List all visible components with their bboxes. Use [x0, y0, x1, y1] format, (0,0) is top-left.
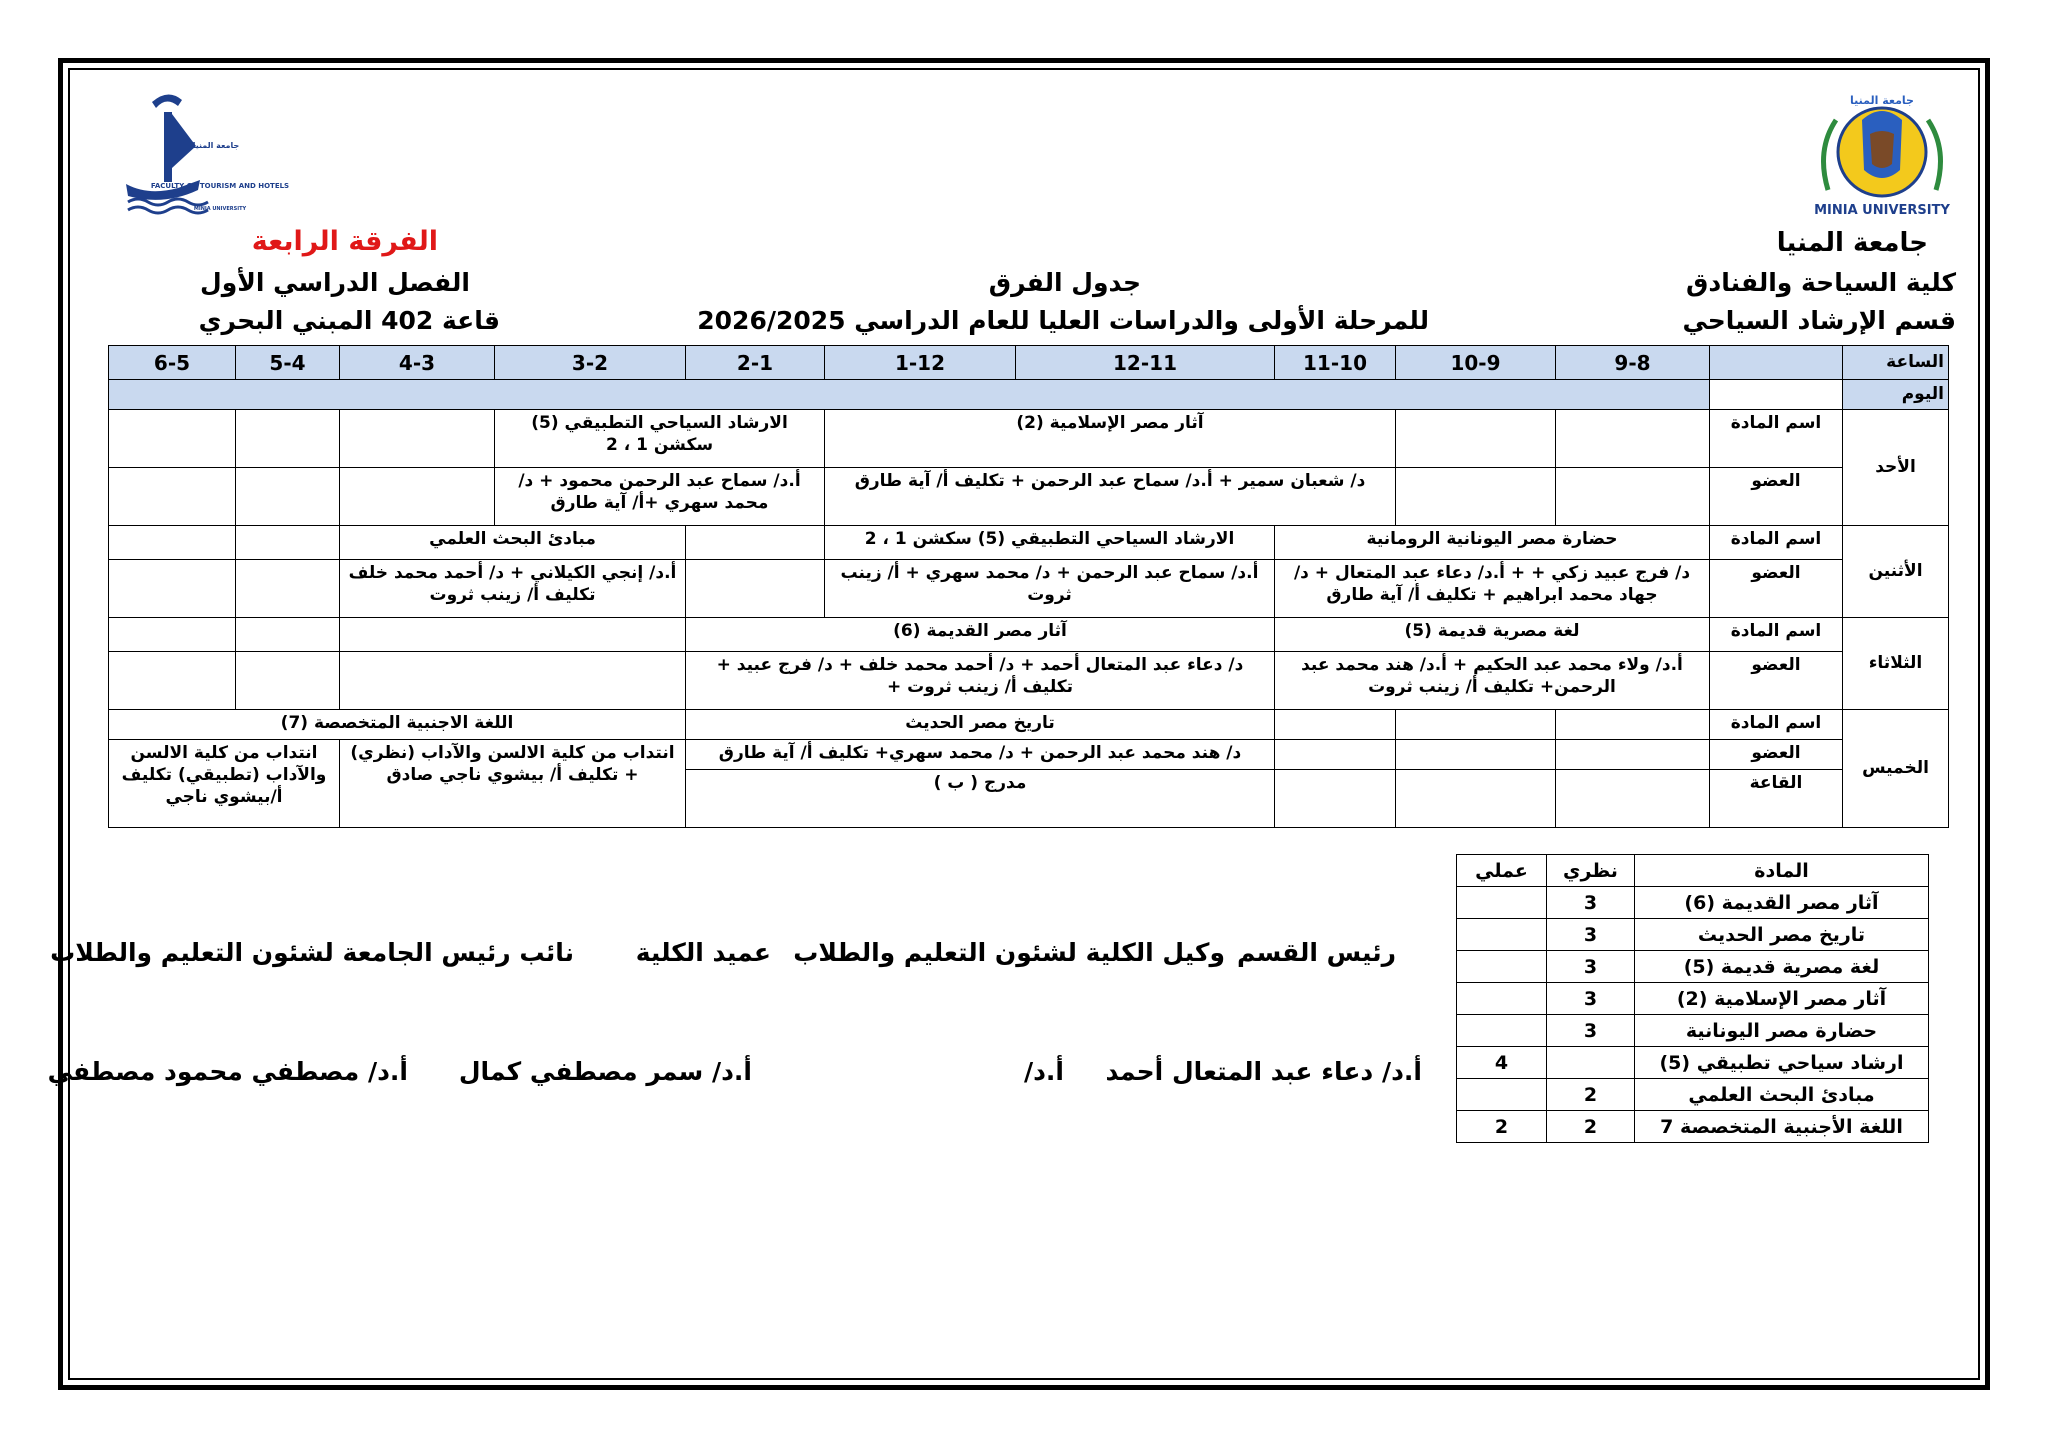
credit-hours-table [1456, 854, 1929, 1143]
hour-label: الساعة [1843, 346, 1949, 380]
hours-subject: آثار مصر الإسلامية (2) [1635, 983, 1929, 1015]
faculty-logo [108, 84, 290, 216]
empty-cell [686, 560, 825, 618]
member-label: العضو [1710, 560, 1843, 618]
hours-subject: آثار مصر القديمة (6) [1635, 887, 1929, 919]
slot-header: 11-10 [1275, 346, 1396, 380]
hours-header-subject: المادة [1635, 855, 1929, 887]
hours-theory: 2 [1547, 1079, 1635, 1111]
hours-practical [1457, 951, 1547, 983]
level-title: الفرقة الرابعة [251, 226, 438, 257]
faculty-name: كلية السياحة والفنادق [1686, 268, 1956, 297]
slot-header: 12-11 [1016, 346, 1275, 380]
empty-cell [236, 410, 340, 468]
empty-cell [109, 410, 236, 468]
empty-cell [1275, 710, 1396, 740]
class-subject: الارشاد السياحي التطبيقي (5) سكشن 1 ، 2 [495, 410, 825, 468]
class-member: أ.د/ إنجي الكيلاني + د/ أحمد محمد خلف تكليف أ/ زينب ثروت [340, 560, 686, 618]
hours-subject: تاريخ مصر الحديث [1635, 919, 1929, 951]
hours-practical: 4 [1457, 1047, 1547, 1079]
empty-cell [236, 468, 340, 526]
slot-header: 6-5 [109, 346, 236, 380]
empty-cell [1396, 468, 1556, 526]
member-label: العضو [1710, 740, 1843, 770]
hours-subject: مبادئ البحث العلمي [1635, 1079, 1929, 1111]
document-subtitle: للمرحلة الأولى والدراسات العليا للعام الدراسي 2026/2025 [697, 306, 1429, 335]
signature-name-vice-dean: أ.د/ [1023, 1057, 1064, 1086]
hours-practical [1457, 887, 1547, 919]
signature-title-head: رئيس القسم [1236, 938, 1396, 967]
empty-cell [1275, 770, 1396, 828]
document-title: جدول الفرق [988, 268, 1141, 297]
day-label: اليوم [1843, 380, 1949, 410]
empty-cell [1396, 410, 1556, 468]
hours-subject: ارشاد سياحي تطبيقي (5) [1635, 1047, 1929, 1079]
class-member: د/ شعبان سمير + أ.د/ سماح عبد الرحمن + تكليف أ/ آية طارق [825, 468, 1396, 526]
slot-header: 1-12 [825, 346, 1016, 380]
empty-cell [340, 618, 686, 652]
room: قاعة 402 المبني البحري [198, 306, 500, 335]
hours-practical: 2 [1457, 1111, 1547, 1143]
empty-cell [1556, 410, 1710, 468]
empty-cell [340, 410, 495, 468]
class-member: أ.د/ ولاء محمد عبد الحكيم + أ.د/ هند محمد عبد الرحمن+ تكليف أ/ زينب ثروت [1275, 652, 1710, 710]
header-band [109, 380, 1710, 410]
empty-cell [1710, 380, 1843, 410]
hours-practical [1457, 983, 1547, 1015]
class-subject: لغة مصرية قديمة (5) [1275, 618, 1710, 652]
class-subject: مبادئ البحث العلمي [340, 526, 686, 560]
class-member: د/ فرج عبيد زكي + + أ.د/ دعاء عبد المتعال + د/ جهاد محمد ابراهيم + تكليف أ/ آية طارق [1275, 560, 1710, 618]
empty-cell [236, 526, 340, 560]
hours-subject: حضارة مصر اليونانية [1635, 1015, 1929, 1047]
hours-header-theory: نظري [1547, 855, 1635, 887]
signature-name-dean: أ.د/ سمر مصطفي كمال [458, 1057, 752, 1086]
class-subject: اللغة الاجنبية المتخصصة (7) [109, 710, 686, 740]
empty-cell [340, 468, 495, 526]
empty-cell [1275, 740, 1396, 770]
empty-cell [109, 526, 236, 560]
university-name: جامعة المنيا [1776, 228, 1928, 258]
empty-cell [1556, 740, 1710, 770]
hours-header-practical: عملي [1457, 855, 1547, 887]
minia-logo-label: MINIA UNIVERSITY [1814, 203, 1950, 218]
signature-title-vice-president: نائب رئيس الجامعة لشئون التعليم والطلاب [50, 938, 574, 967]
class-member: د/ دعاء عبد المتعال أحمد + د/ أحمد محمد خلف + د/ فرج عبيد + تكليف أ/ زينب ثروت + [686, 652, 1275, 710]
slot-blank [1710, 346, 1843, 380]
hours-theory: 2 [1547, 1111, 1635, 1143]
hours-subject: اللغة الأجنبية المتخصصة 7 [1635, 1111, 1929, 1143]
empty-cell [1396, 740, 1556, 770]
class-subject: تاريخ مصر الحديث [686, 710, 1275, 740]
hours-theory: 3 [1547, 983, 1635, 1015]
hours-theory: 3 [1547, 951, 1635, 983]
slot-header: 9-8 [1556, 346, 1710, 380]
subject-label: اسم المادة [1710, 410, 1843, 468]
empty-cell [1396, 770, 1556, 828]
class-subject: الارشاد السياحي التطبيقي (5) سكشن 1 ، 2 [825, 526, 1275, 560]
empty-cell [686, 526, 825, 560]
empty-cell [109, 468, 236, 526]
day-tuesday: الثلاثاء [1843, 618, 1949, 710]
class-member: أ.د/ سماح عبد الرحمن + د/ محمد سهري + أ/ زينب ثروت [825, 560, 1275, 618]
hall-label: القاعة [1710, 770, 1843, 828]
signature-title-vice-dean: وكيل الكلية لشئون التعليم والطلاب [793, 938, 1225, 967]
day-sunday: الأحد [1843, 410, 1949, 526]
empty-cell [109, 560, 236, 618]
empty-cell [1396, 710, 1556, 740]
class-member: أ.د/ سماح عبد الرحمن محمود + د/ محمد سهري +أ/ آية طارق [495, 468, 825, 526]
class-member: انتداب من كلية الالسن والآداب (تطبيقي) تكليف أ/بيشوي ناجي [109, 740, 340, 828]
hours-theory: 3 [1547, 887, 1635, 919]
day-thursday: الخميس [1843, 710, 1949, 828]
class-subject: آثار مصر القديمة (6) [686, 618, 1275, 652]
signature-title-dean: عميد الكلية [635, 938, 771, 967]
day-monday: الأثنين [1843, 526, 1949, 618]
member-label: العضو [1710, 652, 1843, 710]
slot-header: 2-1 [686, 346, 825, 380]
empty-cell [340, 652, 686, 710]
schedule-table [108, 345, 1949, 828]
member-label: العضو [1710, 468, 1843, 526]
signature-name-vice-president: أ.د/ مصطفي محمود مصطفي [47, 1057, 408, 1086]
signature-name-head: أ.د/ دعاء عبد المتعال أحمد [1105, 1057, 1422, 1086]
minia-logo-arabic: جامعة المنيا [1850, 94, 1914, 107]
hours-theory [1547, 1047, 1635, 1079]
empty-cell [109, 652, 236, 710]
empty-cell [236, 560, 340, 618]
class-hall: مدرج ( ب ) [686, 770, 1275, 828]
empty-cell [109, 618, 236, 652]
class-member: انتداب من كلية الالسن والآداب (نظري) + تكليف أ/ بيشوي ناجي صادق [340, 740, 686, 828]
slot-header: 10-9 [1396, 346, 1556, 380]
subject-label: اسم المادة [1710, 618, 1843, 652]
department-name: قسم الإرشاد السياحي [1682, 306, 1956, 335]
slot-header: 5-4 [236, 346, 340, 380]
empty-cell [236, 618, 340, 652]
slot-header: 3-2 [495, 346, 686, 380]
empty-cell [1556, 770, 1710, 828]
empty-cell [1556, 710, 1710, 740]
hours-subject: لغة مصرية قديمة (5) [1635, 951, 1929, 983]
faculty-logo-sub: MINIA UNIVERSITY [193, 206, 247, 212]
faculty-logo-label: FACULTY OF TOURISM AND HOTELS [150, 182, 290, 190]
faculty-logo-arabic: جامعة المنيا [192, 141, 240, 150]
class-subject: آثار مصر الإسلامية (2) [825, 410, 1396, 468]
hours-practical [1457, 1079, 1547, 1111]
semester: الفصل الدراسي الأول [200, 268, 470, 297]
class-member: د/ هند محمد عبد الرحمن + د/ محمد سهري+ تكليف أ/ آية طارق [686, 740, 1275, 770]
hours-theory: 3 [1547, 1015, 1635, 1047]
subject-label: اسم المادة [1710, 526, 1843, 560]
slot-header: 4-3 [340, 346, 495, 380]
subject-label: اسم المادة [1710, 710, 1843, 740]
hours-practical [1457, 1015, 1547, 1047]
hours-practical [1457, 919, 1547, 951]
class-subject: حضارة مصر اليونانية الرومانية [1275, 526, 1710, 560]
empty-cell [236, 652, 340, 710]
minia-university-logo [1806, 90, 1958, 220]
empty-cell [1556, 468, 1710, 526]
hours-theory: 3 [1547, 919, 1635, 951]
